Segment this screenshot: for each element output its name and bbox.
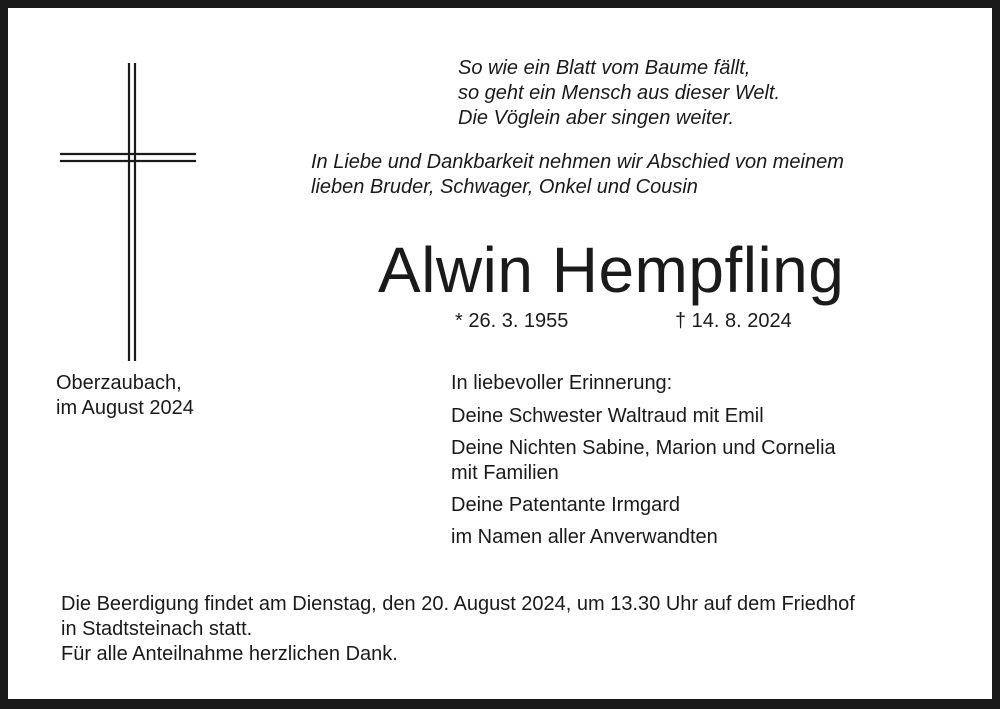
funeral-notice (61, 592, 855, 667)
mourners-list (451, 371, 836, 557)
mourners-heading: In liebevoller Erinnerung: (451, 372, 673, 394)
birth-date: * 26. 3. 1955 (455, 310, 569, 332)
nieces-line: Deine Nichten Sabine, Marion und Cornelia (451, 437, 836, 459)
cross-icon (60, 58, 208, 368)
date-line: im August 2024 (56, 397, 194, 419)
nieces-line: mit Familien (451, 462, 559, 484)
poem-line: Die Vöglein aber singen weiter. (458, 107, 735, 129)
place-line: Oberzaubach, (56, 372, 182, 394)
notice-line: Die Beerdigung findet am Dienstag, den 20. August 2024, um 13.30 Uhr auf dem Friedhof (61, 593, 855, 615)
farewell-intro (311, 150, 844, 200)
notice-line: Für alle Anteilnahme herzlichen Dank. (61, 643, 398, 665)
place-and-date (56, 371, 194, 421)
intro-line: In Liebe und Dankbarkeit nehmen wir Abschied von meinem (311, 151, 844, 173)
deceased-name: Alwin Hempfling (378, 234, 845, 306)
poem-line: so geht ein Mensch aus dieser Welt. (458, 82, 781, 104)
poem-line: So wie ein Blatt vom Baume fällt, (458, 57, 751, 79)
death-date: † 14. 8. 2024 (675, 310, 792, 332)
mourner-relatives: im Namen aller Anverwandten (451, 526, 718, 548)
mourner-godmother: Deine Patentante Irmgard (451, 494, 681, 516)
mourner-sister: Deine Schwester Waltraud mit Emil (451, 405, 764, 427)
obituary-card (8, 8, 992, 699)
mourner-nieces (451, 436, 836, 486)
poem (458, 56, 780, 131)
intro-line: lieben Bruder, Schwager, Onkel und Cousin (311, 176, 698, 198)
notice-line: in Stadtsteinach statt. (61, 618, 253, 640)
